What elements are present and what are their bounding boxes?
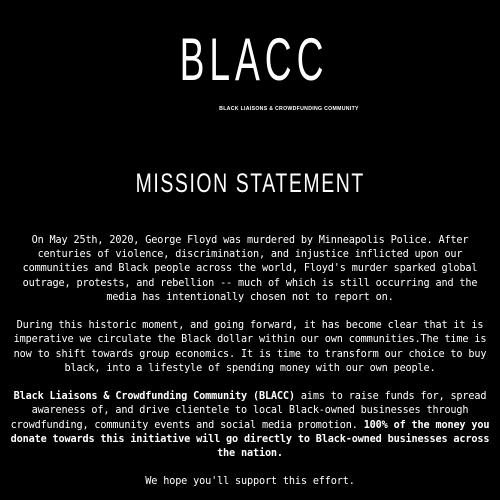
blacc-logo [0, 28, 500, 112]
mission-body [8, 234, 492, 500]
blacc-aims-text: aims to raise funds for, spread awareness of, and drive clientele to local Black-owned businesses through crowdfunding, community events and social media promotion. [10, 391, 487, 431]
donation-pledge-bold: 100% of the money you donate towards this initiative will go directly to Black-owned businesses across the nation. [10, 419, 490, 460]
mission-statement-heading: MISSION STATEMENT [135, 168, 365, 198]
page-title [0, 168, 500, 198]
blacc-name-bold: Black Liaisons & Crowdfunding Community (BLACC) [13, 391, 295, 403]
paragraph-support: We hope you'll support this effort. [145, 476, 355, 488]
logo-wordmark: BLACC [179, 26, 329, 93]
logo-tagline: BLACK LIAISONS & CROWDFUNDING COMMUNITY [219, 106, 359, 112]
paragraph-black-dollar: During this historic moment, and going forward, it has become clear that it is imperative we circulate the Black dollar within our own communities.The time is now to shift towards group economics. It is time to transform our choice to buy black, into a lifestyle of spending money with our own people. [13, 320, 487, 374]
paragraph-blacc-aims [8, 390, 492, 461]
paragraph-george-floyd: On May 25th, 2020, George Floyd was murdered by Minneapolis Police. After centuries of violence, discrimination, and injustice inflicted upon our communities and Black people across the world, Floyd's murder sparked global outrage, protests, and rebellion -- much of which is still occurring and the media has intentionally chosen not to report on. [22, 235, 478, 303]
